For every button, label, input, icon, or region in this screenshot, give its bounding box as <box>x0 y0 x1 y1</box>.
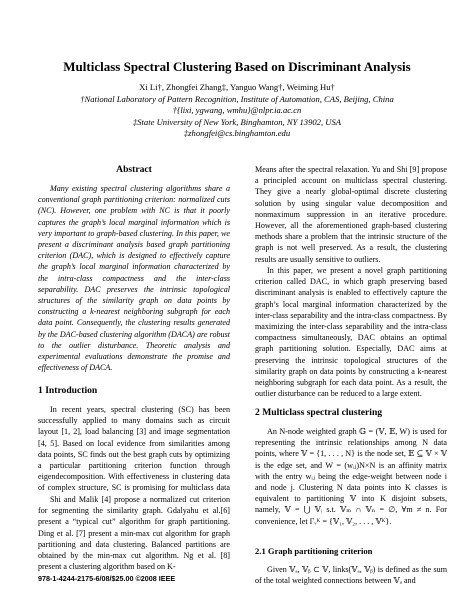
intro-paragraph-1: In recent years, spectral clustering (SC) has been successfully applied to many domains such as circuit layout [1, 2], load balancing [3] and image segmentation [4, 5]. Based on local evidence from similarities among data points, SC finds out the best graph cuts by optimizing a particular partitioning criterion function through eigendecomposition. With effectiveness in clustering data of complex structure, SC is promising for multiclass data <box>38 405 230 493</box>
abstract-heading: Abstract <box>116 164 152 175</box>
subsection-2-1-paragraph: Given 𝕍ₐ, 𝕍ᵦ ⊂ 𝕍, links(𝕍ₐ, 𝕍ᵦ) is defined as the sum of the total weighted connections between 𝕍ₐ and <box>255 565 447 586</box>
right-column <box>255 164 447 587</box>
intro-paragraph-3: Means after the spectral relaxation. Yu and Shi [9] propose a principled account on multiclass spectral clustering. They give a nearly global-optimal discrete clustering solution by using singular value decomposition and nonmaximum suppression in an iterative procedure. However, all the aforementioned graph-based clustering methods share a problem that the intrinsic structure of the graph is not well preserved. As a result, the clustering results are usually sensitive to outliers. <box>255 165 447 264</box>
section-2-heading: 2 Multiclass spectral clustering <box>255 407 383 418</box>
email-1: †{lixi, ygwang, wmhu}@nlpr.ia.ac.cn <box>172 105 302 116</box>
intro-paragraph-2: Shi and Malik [4] propose a normalized cut criterion for segmenting the similarity graph. Gdalyahu et al.[6] present a “typical cut” algorithm for graph partitioning. Ding et al. [7] present a min-max cut algorithm for graph partitioning and data clustering. Balanced partitions are obtained by the min-max cut algorithm. Ng et al. [8] present a clustering algorithm based on K- <box>38 495 230 572</box>
paper-title: Multiclass Spectral Clustering Based on Discriminant Analysis <box>63 59 411 74</box>
intro-paragraph-4: In this paper, we present a novel graph partitioning criterion called DAC, in which graph preserving based discriminant analysis is enabled to effectively capture the graph’s local marginal information characterized by the inter-class separability and the intra-class compactness. By maximizing the inter-class separability and the intra-class compactness simultaneously, DAC obtains an optimal graph partitioning solution. Especially, DAC aims at preserving the intrinsic topological structures of the similarity graph on data points by constructing a k-nearest neighboring subgraph for each data point. As a result, the outlier disturbance can be reduced to a large extent. <box>255 266 447 399</box>
left-column <box>38 164 230 595</box>
abstract-text: Many existing spectral clustering algorithms share a conventional graph partitioning criterion: normalized cuts (NC). However, one problem with NC is that it poorly captures the graph’s local marginal information which is very important to graph-based clustering. In this paper, we present a discriminant analysis based graph partitioning criterion (DAC), which is designed to effectively capture the graph’s local marginal information characterized by the intra-class compactness and the inter-class separability. DAC preserves the intrinsic topological structures of the similarity graph on data points by constructing a k-nearest neighboring subgraph for each data point. Consequently, the clustering results generated by the DAC-based clustering algorithm (DACA) are robust to the outlier disturbance. Theoretic analysis and experimental evaluations demonstrate the promise and effectiveness of DACA. <box>38 184 230 373</box>
subsection-2-1-heading: 2.1 Graph partitioning criterion <box>255 546 373 556</box>
section-2-paragraph-1: An N-node weighted graph 𝔾 = (𝕍, 𝔼, W) is used for representing the intrinsic relationships among N data points, where 𝕍 = {1, . . . , N} is the node set, 𝔼 ⊆ 𝕍 × 𝕍 is the edge set, and W = (wᵢⱼ)N×N is an affinity matrix with the entry wᵢⱼ being the edge-weight between node i and node j. Clustering N data points into K classes is equivalent to partitioning 𝕍 into K disjoint subsets, namely, 𝕍 = ⋃ 𝕍ᵢ s.t. 𝕍ₘ ∩ 𝕍ₙ = ∅, ∀m ≠ n. For convenience, let Γᵥᴷ = {𝕍₁, 𝕍₂, . . . , 𝕍ᴷ}. <box>255 427 447 526</box>
copyright-footer: 978-1-4244-2175-6/08/$25.00 ©2008 IEEE <box>38 574 176 583</box>
affiliation-1: †National Laboratory of Pattern Recognition, Institute of Automation, CAS, Beijing, China <box>80 93 394 104</box>
email-2: ‡zhongfei@cs.binghamton.edu <box>183 128 291 139</box>
author-names: Xi Li†, Zhongfei Zhang‡, Yanguo Wang†, Weiming Hu† <box>139 82 335 92</box>
affiliation-2: ‡State University of New York, Binghamton, NY 13902, USA <box>132 116 342 127</box>
author-block <box>0 82 474 140</box>
intro-heading: 1 Introduction <box>38 385 98 396</box>
